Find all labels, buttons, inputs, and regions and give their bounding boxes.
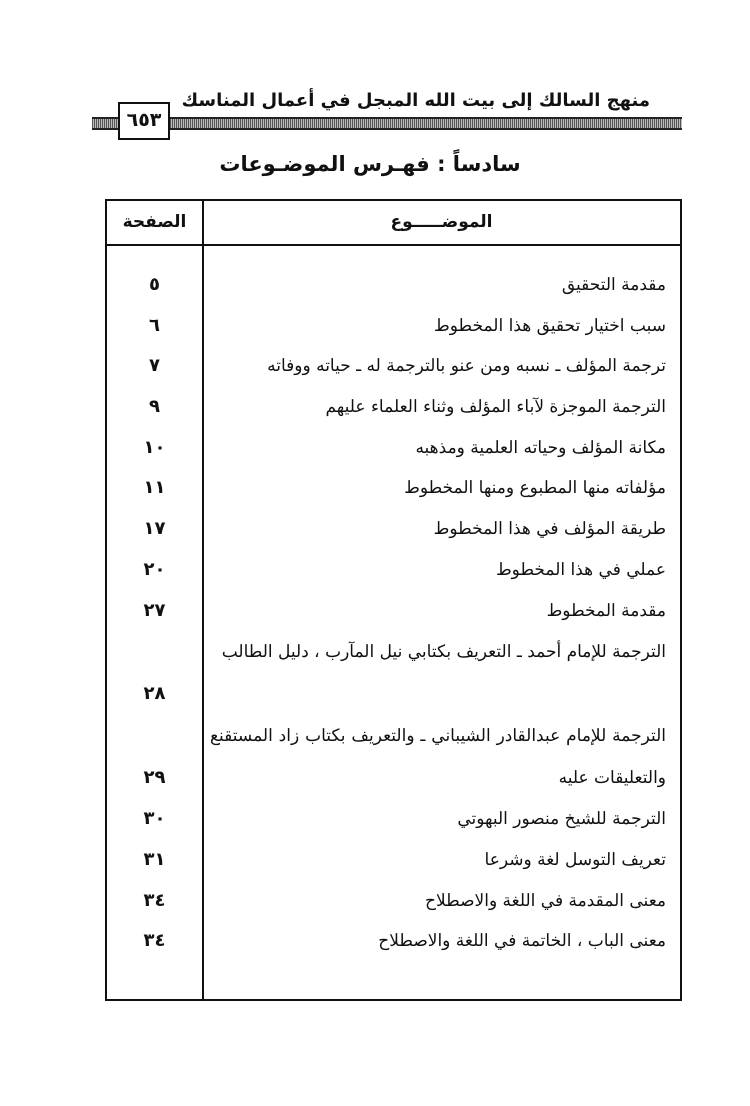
row-topic: طريقة المؤلف في هذا المخطوط xyxy=(433,519,666,540)
row-topic: مقدمة المخطوط xyxy=(546,600,666,621)
row-page-number: ٣١ xyxy=(143,848,166,870)
row-page-number: ٣٤ xyxy=(143,889,166,911)
row-topic: سبب اختيار تحقيق هذا المخطوط xyxy=(434,315,666,336)
row-topic: عملي في هذا المخطوط xyxy=(495,559,666,580)
row-page-number: ٢٩ xyxy=(143,767,166,789)
row-page-number: ٣٤ xyxy=(143,930,166,952)
header-rule-left xyxy=(92,117,118,130)
index-row xyxy=(107,265,680,306)
index-row xyxy=(107,591,680,632)
index-row xyxy=(107,631,680,715)
row-topic: معنى الباب ، الخاتمة في اللغة والاصطلاح xyxy=(378,931,666,952)
index-row xyxy=(107,840,680,881)
index-rows xyxy=(107,265,680,962)
index-row xyxy=(107,921,680,962)
section-heading: سادساً : فهـرس الموضـوعات xyxy=(219,152,521,176)
running-header-title: منهج السالك إلى بيت الله المبجل في أعمال المناسك xyxy=(181,90,650,111)
row-page-number: ١١ xyxy=(143,477,166,499)
row-page-number: ١٧ xyxy=(143,518,166,540)
row-topic: مقدمة التحقيق xyxy=(561,275,666,295)
row-page-number: ٢٨ xyxy=(143,683,166,705)
row-topic: الترجمة للإمام عبدالقادر الشيباني ـ والتعريف بكتاب زاد المستقنع والتعليقات عليه xyxy=(210,726,666,789)
row-topic: الترجمة للإمام أحمد ـ التعريف بكتابي نيل المآرب ، دليل الطالب xyxy=(221,642,666,663)
topics-index-table xyxy=(105,199,682,1001)
index-row xyxy=(107,509,680,550)
index-row xyxy=(107,550,680,591)
row-topic: الترجمة الموجزة لآباء المؤلف وثناء العلماء عليهم xyxy=(325,397,666,418)
row-topic: معنى المقدمة في اللغة والاصطلاح xyxy=(425,890,666,911)
row-topic: الترجمة للشيخ منصور البهوتي xyxy=(457,809,666,830)
index-row xyxy=(107,881,680,922)
row-page-number: ٥ xyxy=(149,274,160,295)
index-row xyxy=(107,306,680,347)
index-row xyxy=(107,468,680,509)
column-header-topic: الموضـــــوع xyxy=(390,212,493,232)
row-page-number: ٩ xyxy=(149,396,160,418)
index-row xyxy=(107,346,680,387)
row-page-number: ٦ xyxy=(149,314,160,336)
row-page-number: ١٠ xyxy=(143,436,166,458)
row-page-number: ٢٠ xyxy=(143,558,166,580)
index-row xyxy=(107,799,680,840)
header-divider xyxy=(107,244,680,246)
row-page-number: ٣٠ xyxy=(143,808,166,830)
page-number: ٦٥٣ xyxy=(118,102,170,140)
row-topic: مكانة المؤلف وحياته العلمية ومذهبه xyxy=(415,437,666,458)
index-row xyxy=(107,715,680,799)
row-topic: مؤلفاته منها المطبوع ومنها المخطوط xyxy=(404,478,666,499)
index-row xyxy=(107,428,680,469)
row-topic: تعريف التوسل لغة وشرعا xyxy=(484,849,666,870)
header-rule xyxy=(170,117,682,130)
row-page-number: ٢٧ xyxy=(143,599,166,621)
row-topic: ترجمة المؤلف ـ نسبه ومن عنو بالترجمة له ـ حياته ووفاته xyxy=(267,356,666,377)
index-row xyxy=(107,387,680,428)
row-page-number: ٧ xyxy=(149,355,160,377)
column-header-page: الصفحة xyxy=(122,212,187,232)
